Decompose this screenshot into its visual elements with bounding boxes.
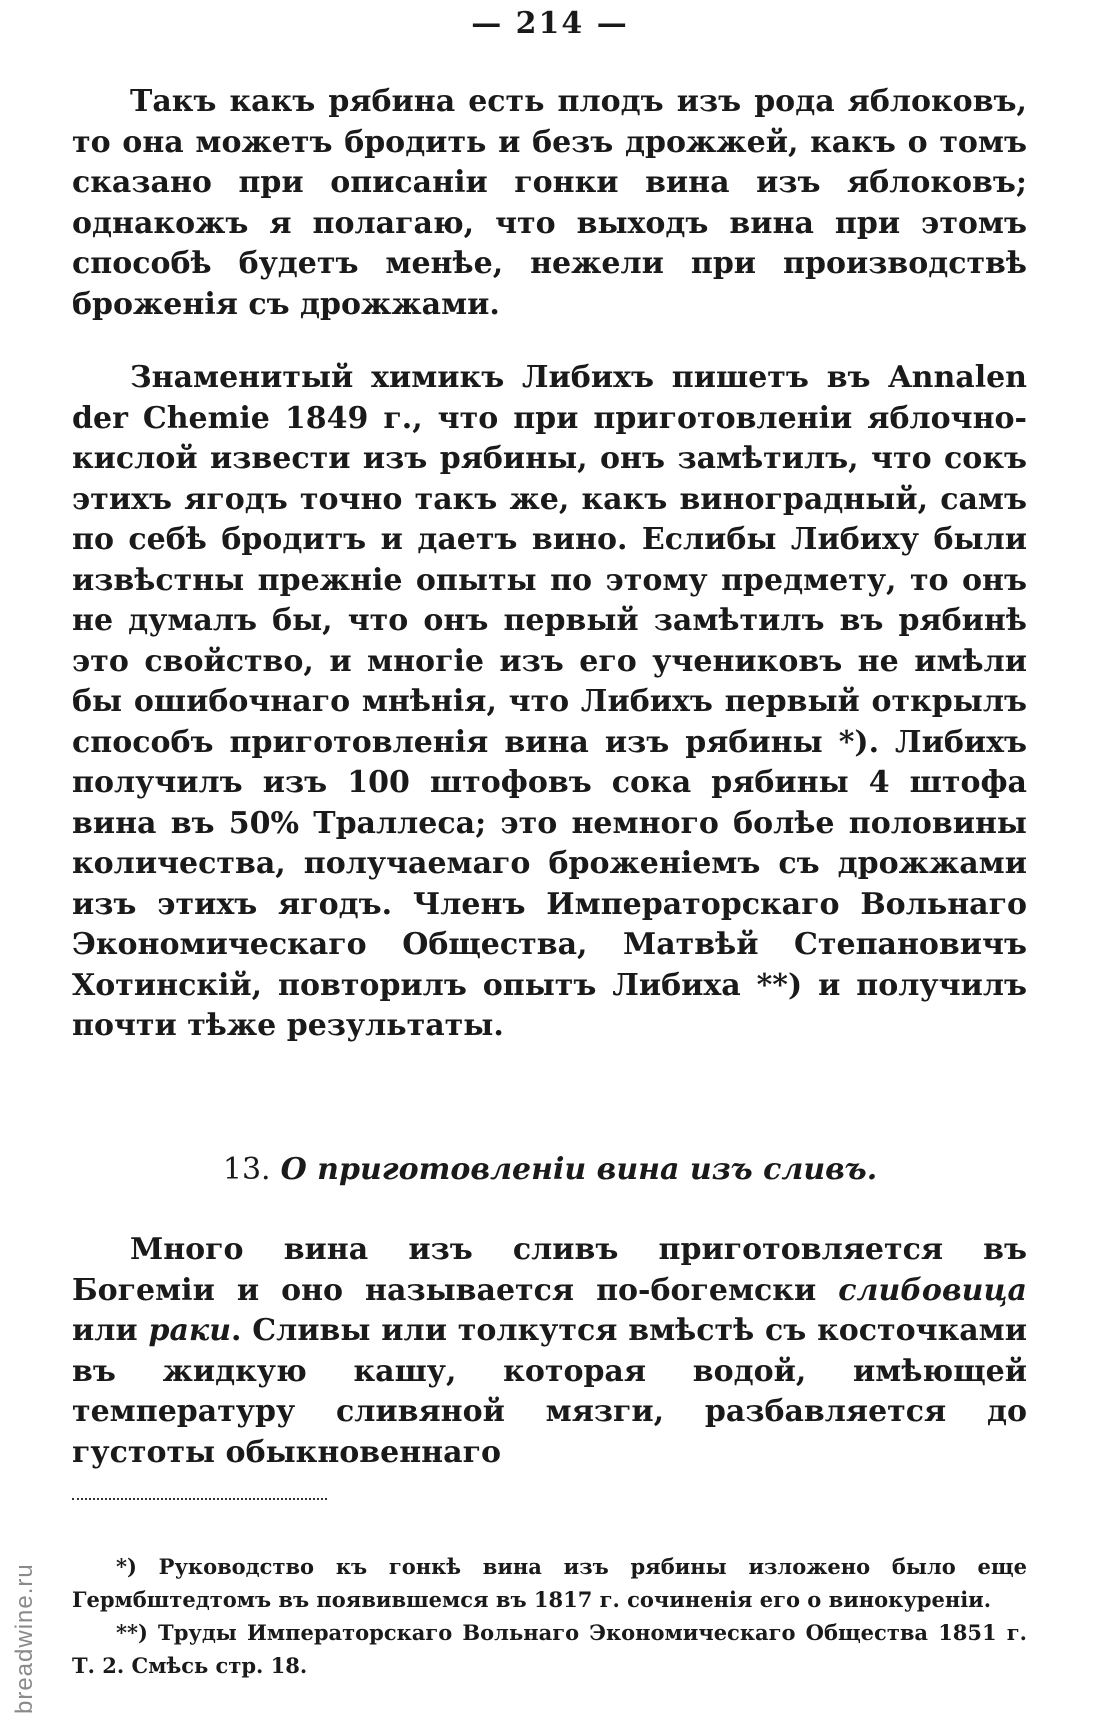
- section-heading: [0, 1150, 1100, 1190]
- term-slibovitsa: слибовица: [838, 1272, 1027, 1308]
- term-raki: раки: [148, 1313, 232, 1348]
- text-segment: . Сливы или толкутся вмѣстѣ съ косточками въ жидкую кашу, которая водой, имѣющей температуру сливяной мязги, разбавляется до густоты обыкновеннаго: [72, 1313, 1027, 1470]
- footnotes: [72, 1550, 1027, 1682]
- page-number: — 214 —: [471, 6, 629, 41]
- paragraph-plum-wine: [72, 1230, 1027, 1473]
- section-number: 13.: [222, 1152, 271, 1187]
- paragraph-text: [72, 1230, 1027, 1473]
- text-segment: Много вина изъ сливъ приготовляется въ Богемiи и оно называется по-богемски: [72, 1232, 1027, 1308]
- paragraph-text: Знаменитый химикъ Либихъ пишетъ въ Annalen der Chemie 1849 г., что при приготовленiи яблочно-кислой извести изъ рябины, онъ замѣтилъ, что сокъ этихъ ягодъ точно такъ же, какъ виноградный, самъ по себѣ бродитъ и даетъ вино. Еслибы Либиху были извѣстны прежнiе опыты по этому предмету, то онъ не думалъ бы, что онъ первый замѣтилъ въ рябинѣ это свойство, и многiе изъ его учениковъ не имѣли бы ошибочнаго мнѣнiя, что Либихъ первый открылъ способъ приготовленiя вина изъ рябины *). Либихъ получилъ изъ 100 штофовъ сока рябины 4 штофа вина въ 50% Траллеса; это немного болѣе половины количества, получаемаго броженiемъ съ дрожжами изъ этихъ ягодъ. Членъ Императорскаго Вольнаго Экономическаго Общества, Матвѣй Степановичъ Хотинскiй, повторилъ опытъ Либиха **) и получилъ почти тѣже результаты.: [72, 360, 1027, 1043]
- footnote-1: *) Руководство къ гонкѣ вина изъ рябины изложено было еще Гермбштедтомъ въ появившемся въ 1817 г. сочиненiя его о винокуренiи.: [72, 1554, 1027, 1612]
- section-title: О приготовленiи вина изъ сливъ.: [280, 1152, 878, 1187]
- paragraph-text: Такъ какъ рябина есть плодъ изъ рода яблоковъ, то она можетъ бродить и безъ дрожжей, какъ о томъ сказано при описанiи гонки вина изъ яблоковъ; однакожъ я полагаю, что выходъ вина при этомъ способѣ будетъ менѣе, нежели при производствѣ броженiя съ дрожжами.: [72, 84, 1027, 322]
- footnote-divider: [72, 1498, 327, 1500]
- footnote-2: **) Труды Императорскаго Вольнаго Экономическаго Общества 1851 г. Т. 2. Смѣсь стр. 18.: [72, 1620, 1027, 1678]
- paragraph-rowan-fermentation: [72, 82, 1027, 325]
- watermark: breadwine.ru: [11, 1563, 38, 1714]
- text-segment: или: [72, 1313, 149, 1348]
- paragraph-liebig: [72, 358, 1027, 1047]
